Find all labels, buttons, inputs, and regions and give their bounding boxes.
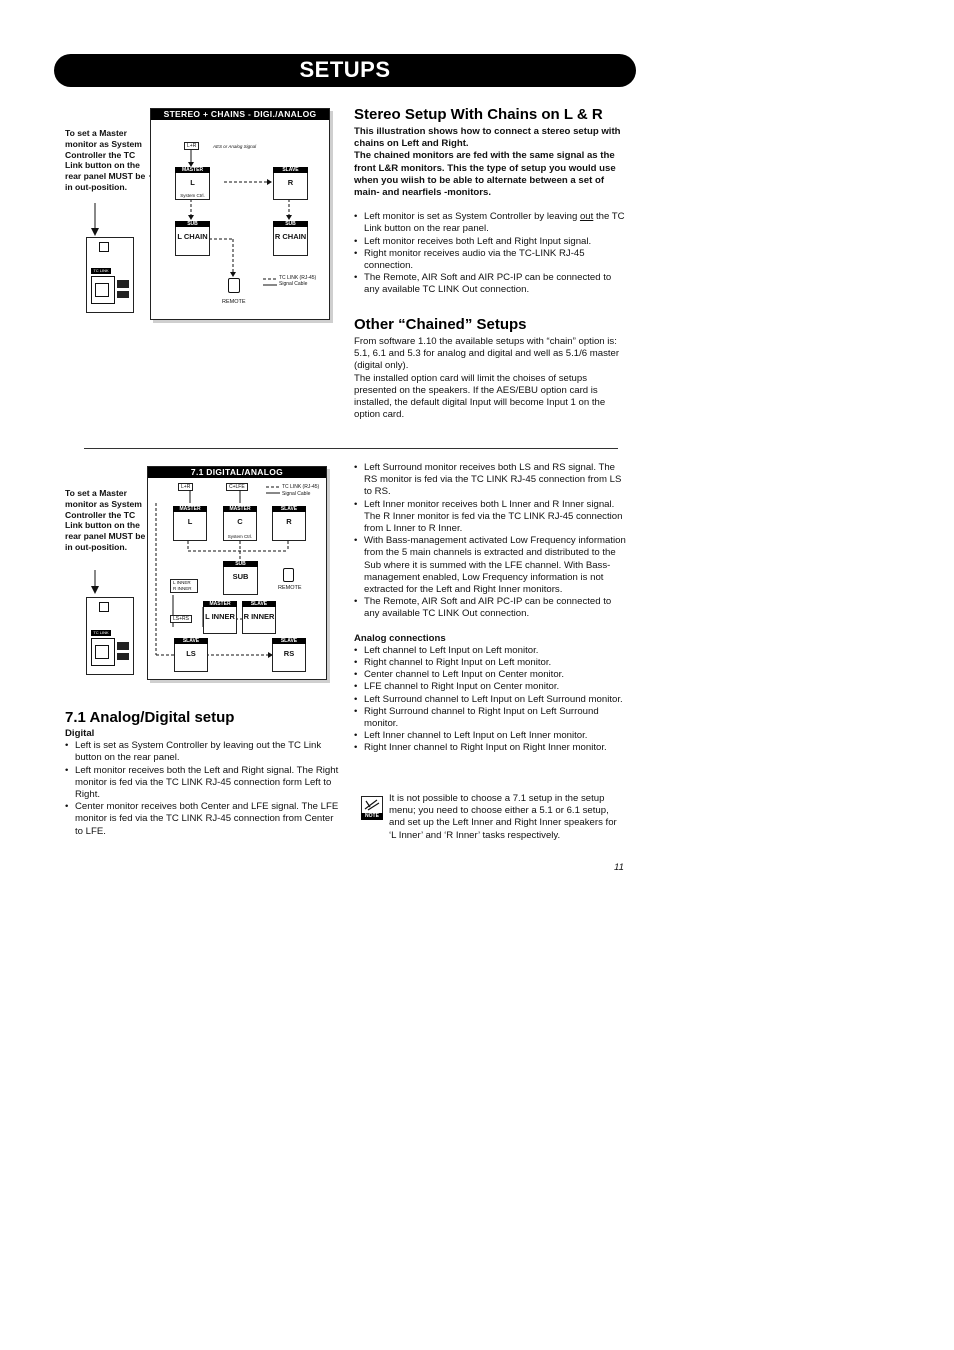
list-item: • Left Surround channel to Left Input on Left Surround monitor. <box>354 694 626 706</box>
list-item: • Right Surround channel to Right Input on Left Surround monitor. <box>354 706 626 730</box>
list-item: • Left Inner channel to Left Input on Left Inner monitor. <box>354 730 626 742</box>
rear-panel-1 <box>86 237 134 313</box>
input-note: AES or Analog Signal <box>213 144 257 149</box>
page-title: SETUPS <box>299 57 391 82</box>
monitor-sub-lchain: SUB L CHAIN <box>175 221 210 256</box>
monitor-slave-r: SLAVE R <box>273 167 308 200</box>
rear-panel-2 <box>86 597 134 675</box>
note-text: It is not possible to choose a 7.1 setup in the setup menu; you need to choose either a 5.1 or 6.1 setup, and set up the Left Inner and Right Inner speakers for ‘L Inner’ and ‘R Inner’ tasks respectively. <box>389 793 617 841</box>
panel-label: TC LINK <box>91 630 111 636</box>
list-item: • Left monitor receives both the Left and Right signal. The Right monitor is fed via the TC LINK RJ-45 connection form Left to Right. <box>65 765 339 802</box>
bullet-list <box>65 740 339 838</box>
side-note-1: To set a Master monitor as System Controller the TC Link button on the rear panel MUST be in out-position. <box>65 128 146 192</box>
diagram-71 <box>147 466 327 680</box>
subheading-digital: Digital <box>65 728 95 739</box>
section-71-setup <box>65 709 339 838</box>
list-item: • The Remote, AIR Soft and AIR PC-IP can be connected to any available TC LINK Out connection. <box>354 272 626 296</box>
input-box: L+R <box>184 142 199 150</box>
panel-label: TC LINK <box>91 268 111 274</box>
paragraph: The installed option card will limit the choises of setups presented on the speakers. If the AES/EBU option card is installed, the default digital Input will become Input 1 on the option card. <box>354 372 606 421</box>
monitor-master-l: MASTER L <box>173 506 207 541</box>
analog-list <box>354 645 626 755</box>
list-item: • Left monitor receives both Left and Right Input signal. <box>354 236 626 248</box>
list-item: • With Bass-management activated Low Frequency information from the 5 main channels is extracted and distributed to the Sub where it is summed with the LFE channel. With Bass-management enabled, Low Frequency information is not extracted for the Left and Right Inner monitors. <box>354 535 626 596</box>
legend-link: TC LINK (RJ-45) <box>279 275 317 281</box>
legend-signal: Signal Cable <box>282 491 311 497</box>
bullet-list <box>354 462 626 621</box>
intro-paragraph-2: The chained monitors are fed with the same signal as the front L&R monitors. This the type of setup you would use when you wiish to be able to alternate between a set of main- and nearfiels -monitors. <box>354 150 616 199</box>
monitor-ls: SLAVE LS <box>174 638 208 672</box>
section-other-chained <box>354 316 626 421</box>
list-item: • Left is set as System Controller by leaving out the TC Link button on the rear panel. <box>65 740 339 764</box>
remote-label: REMOTE <box>278 585 302 591</box>
list-item: • Left monitor is set as System Controller by leaving out the TC Link button on the rear panel. <box>354 211 626 235</box>
section-71-details <box>354 462 626 755</box>
list-item: • LFE channel to Right Input on Center monitor. <box>354 681 626 693</box>
list-item: • Center monitor receives both Center and LFE signal. The LFE monitor is fed via the TC LINK RJ-45 connection from Center to LFE. <box>65 801 339 838</box>
list-item: • Left Surround monitor receives both LS and RS signal. The RS monitor is fed via the TC LINK RJ-45 connection from LS to RS. <box>354 462 626 499</box>
input-inner: L INNER R INNER <box>170 579 198 593</box>
legend-link: TC LINK (RJ-45) <box>282 484 320 490</box>
list-item: • Center channel to Left Input on Center monitor. <box>354 669 626 681</box>
remote-icon <box>283 568 294 582</box>
list-item: • The Remote, AIR Soft and AIR PC-IP can be connected to any available TC LINK Out connection. <box>354 596 626 620</box>
monitor-master-c: MASTER C System Ctrl. <box>223 506 257 541</box>
section-heading: Stereo Setup With Chains on L & R <box>354 106 603 123</box>
divider <box>84 448 618 449</box>
remote-icon <box>228 278 240 293</box>
input-clfe: C+LFE <box>226 483 248 491</box>
diagram-title: 7.1 DIGITAL/ANALOG <box>148 467 326 478</box>
list-item: • Right channel to Right Input on Left monitor. <box>354 657 626 669</box>
monitor-master-l: MASTER L System Ctrl. <box>175 167 210 200</box>
list-item: • Right monitor receives audio via the TC-LINK RJ-45 connection. <box>354 248 626 272</box>
note-label: NOTE <box>361 813 383 820</box>
diagram-stereo-chains <box>150 108 330 320</box>
list-item: • Left Inner monitor receives both L Inner and R Inner signal. The R Inner monitor is fed via the TC LINK RJ-45 connection from L Inner to R Inner. <box>354 499 626 536</box>
input-lsrs: LS+RS <box>170 615 192 623</box>
page-number: 11 <box>614 862 624 873</box>
monitor-r-inner: SLAVE R INNER <box>242 601 276 634</box>
input-lr: L+R <box>178 483 193 491</box>
legend-signal: Signal Cable <box>279 281 308 287</box>
note-icon <box>361 796 383 822</box>
wiring <box>151 109 329 319</box>
diagram-title: STEREO + CHAINS - DIGI./ANALOG <box>151 109 329 120</box>
side-note-2: To set a Master monitor as System Controller the TC Link button on the rear panel MUST be in out-position. <box>65 488 146 552</box>
subheading-analog: Analog connections <box>354 632 446 644</box>
monitor-l-inner: MASTER L INNER <box>203 601 237 634</box>
section-stereo-chains <box>354 106 626 297</box>
bullet-list <box>354 211 626 296</box>
monitor-slave-r: SLAVE R <box>272 506 306 541</box>
section-heading: Other “Chained” Setups <box>354 316 527 333</box>
monitor-sub-rchain: SUB R CHAIN <box>273 221 308 256</box>
remote-label: REMOTE <box>222 299 246 305</box>
header-banner <box>54 54 636 87</box>
list-item: • Left channel to Left Input on Left monitor. <box>354 645 626 657</box>
monitor-rs: SLAVE RS <box>272 638 306 672</box>
section-heading: 7.1 Analog/Digital setup <box>65 709 235 726</box>
list-item: • Right Inner channel to Right Input on Right Inner monitor. <box>354 742 626 754</box>
intro-paragraph-1: This illustration shows how to connect a stereo setup with chains on Left and Right. <box>354 126 621 150</box>
paragraph: From software 1.10 the available setups with “chain” option is: 5.1, 6.1 and 5.3 for analog and digital and well as 5.1/6 master (digital only). <box>354 336 620 372</box>
monitor-sub: SUB SUB <box>223 561 258 595</box>
